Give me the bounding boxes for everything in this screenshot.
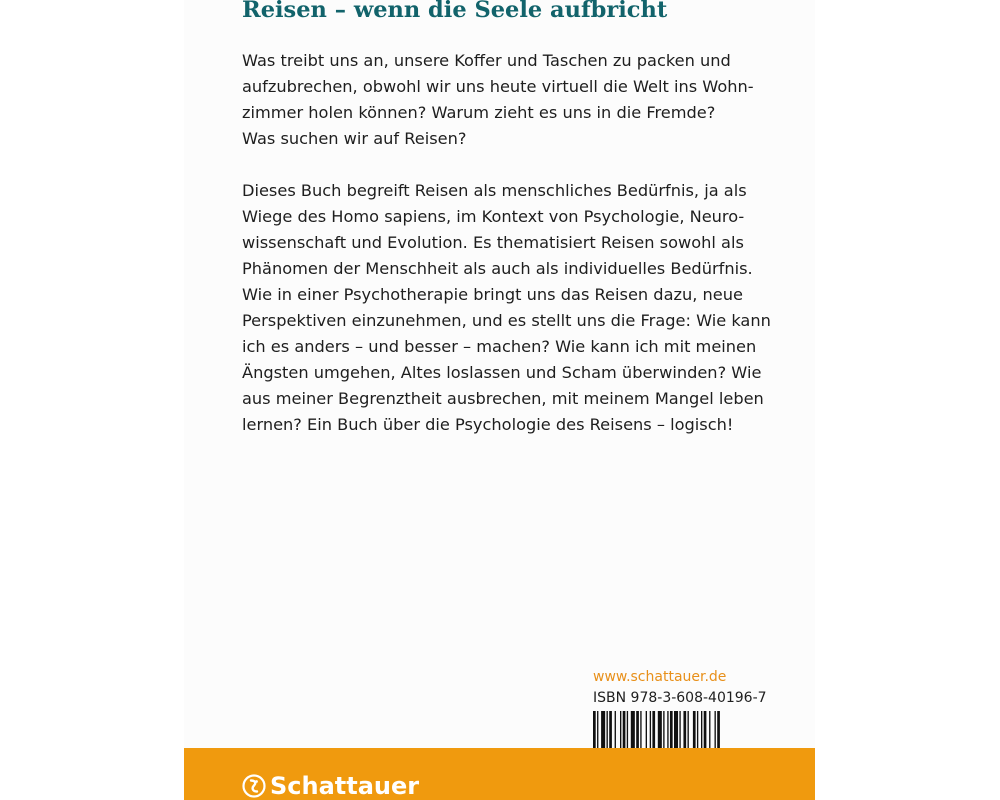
barcode-bar bbox=[683, 711, 686, 748]
barcode-bar bbox=[640, 711, 641, 748]
blurb-line: Dieses Buch begreift Reisen als menschliches Bedürfnis, ja als bbox=[242, 181, 747, 200]
blurb-line: aufzubrechen, obwohl wir uns heute virtuell die Welt ins Wohn- bbox=[242, 77, 754, 96]
blurb-line: lernen? Ein Buch über die Psychologie des Reisens – logisch! bbox=[242, 415, 734, 434]
barcode-bar bbox=[609, 711, 612, 748]
barcode-bar bbox=[615, 711, 616, 748]
barcode-bar bbox=[697, 711, 698, 748]
barcode-bar bbox=[607, 711, 608, 748]
barcode-bar bbox=[663, 711, 664, 748]
blurb-line: Wiege des Homo sapiens, im Kontext von Psychologie, Neuro- bbox=[242, 207, 745, 226]
blurb-paragraph-1 bbox=[242, 48, 762, 152]
schattauer-logo-icon bbox=[242, 774, 266, 798]
blurb-line: Ängsten umgehen, Altes loslassen und Scham überwinden? Wie bbox=[242, 363, 762, 382]
blurb-line: Phänomen der Menschheit als auch als individuelles Bedürfnis. bbox=[242, 259, 753, 278]
barcode-bar bbox=[601, 711, 605, 748]
cover-heading: Reisen – wenn die Seele aufbricht bbox=[242, 0, 668, 23]
barcode-bar bbox=[620, 711, 621, 748]
blurb-line: Wie in einer Psychotherapie bringt uns das Reisen dazu, neue bbox=[242, 285, 743, 304]
barcode-bar bbox=[650, 711, 651, 748]
barcode-bar bbox=[636, 711, 639, 748]
publisher-footer-band bbox=[184, 748, 815, 800]
blurb-line: zimmer holen können? Warum zieht es uns in die Fremde? bbox=[242, 103, 716, 122]
blurb-line: Was suchen wir auf Reisen? bbox=[242, 129, 467, 148]
blurb bbox=[242, 48, 771, 438]
barcode-bar bbox=[623, 711, 626, 748]
barcode-bar bbox=[593, 711, 596, 748]
publisher-logo bbox=[242, 772, 419, 800]
blurb-line: ich es anders – und besser – machen? Wie kann ich mit meinen bbox=[242, 337, 757, 356]
isbn-number: ISBN 978-3-608-40196-7 bbox=[593, 690, 767, 706]
barcode-bar bbox=[646, 711, 647, 748]
publisher-website-link[interactable]: www.schattauer.de bbox=[593, 669, 727, 685]
blurb-line: Perspektiven einzunehmen, und es stellt uns die Frage: Wie kann bbox=[242, 311, 771, 330]
barcode-bar bbox=[658, 711, 662, 748]
barcode-bar bbox=[688, 711, 689, 748]
barcode-icon bbox=[593, 711, 758, 748]
blurb-paragraph-2 bbox=[242, 178, 771, 438]
barcode-bar bbox=[597, 711, 598, 748]
barcode-bar bbox=[674, 711, 678, 748]
barcode-bar bbox=[701, 711, 702, 748]
barcode-bar bbox=[670, 711, 673, 748]
barcode-bar bbox=[679, 711, 680, 748]
book-back-cover bbox=[184, 0, 815, 800]
barcode-bar bbox=[693, 711, 696, 748]
barcode-bar bbox=[717, 711, 720, 748]
blurb-line: aus meiner Begrenztheit ausbrechen, mit meinem Mangel leben bbox=[242, 389, 764, 408]
barcode-bar bbox=[704, 711, 707, 748]
barcode-bar bbox=[715, 711, 716, 748]
barcode-bar bbox=[709, 711, 710, 748]
barcode-bar bbox=[652, 711, 655, 748]
blurb-line: wissenschaft und Evolution. Es thematisiert Reisen sowohl als bbox=[242, 233, 744, 252]
paragraph-spacer bbox=[242, 152, 762, 178]
barcode-bar bbox=[631, 711, 635, 748]
barcode-bar bbox=[627, 711, 628, 748]
barcode-bar bbox=[667, 711, 668, 748]
blurb-line: Was treibt uns an, unsere Koffer und Taschen zu packen und bbox=[242, 51, 731, 70]
publisher-name: Schattauer bbox=[270, 772, 420, 800]
